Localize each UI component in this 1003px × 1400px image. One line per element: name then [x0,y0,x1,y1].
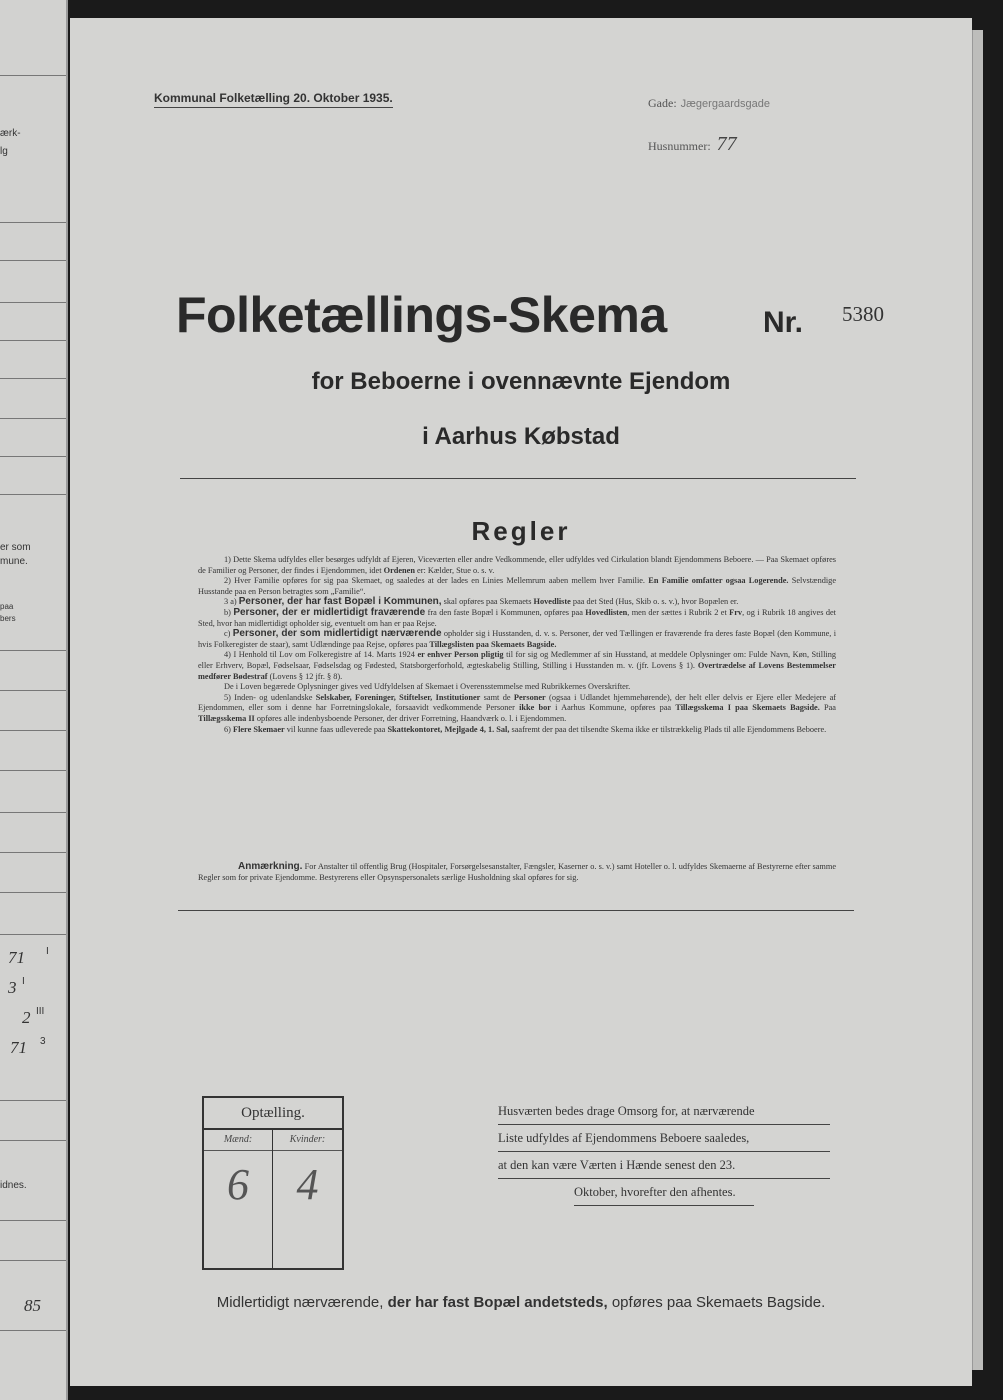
rule-5: 5) Inden- og udenlandske Selskaber, Foreninger, Stiftelser, Institutioner samt de Personer (ogsaa i Udlandet hjemmehørende), der helt eller delvis er Ejere eller Medejere af Ejendommen, eller som i denne har Forretningslokale, forsaavidt vedkommende Personer ikke bor i Aarhus Kommune, opføres paa Tillægsskema I paa Skemaets Bagside. Paa Tillægsskema II opføres alle indenbysboende Personer, der driver Forretning, Haandværk o. l. i Ejendommen. [198,692,837,723]
left-fragment: paa [0,602,14,611]
women-column [273,1130,342,1268]
men-label: Mænd: [204,1130,272,1151]
note-line: Husværten bedes drage Omsorg for, at nærværende [498,1098,830,1125]
landlord-note [498,1098,836,1206]
form-number-label: Nr. [763,306,804,339]
rule-6: 6) Flere Skemaer vil kunne faas udleverede paa Skattekontoret, Mejlgade 4, 1. Sal, saafremt der paa det tilsendte Skema ikke er tilstrækkelig Plads til alle Ejendommens Beboere. [224,724,827,734]
left-mark: I [22,976,25,987]
left-fragment: ærk- [0,128,21,139]
left-fragment: bers [0,614,16,623]
note-line: Oktober, hvorefter den afhentes. [574,1179,754,1206]
census-header: Kommunal Folketælling 20. Oktober 1935. [154,91,393,108]
house-number-label: Husnummer: [648,139,711,153]
left-mark: III [36,1006,45,1017]
form-subtitle: for Beboerne i ovennævnte Ejendom [311,368,731,395]
count-box [202,1096,344,1270]
page-edge [972,30,983,1370]
left-handwriting: 3 [8,978,17,997]
rule-1: 1) Dette Skema udfyldes eller besørges udfyldt af Ejeren, Viceværten eller andre Vedkommende, eller udfyldes ved Cirkulation blandt Ejendommens Beboere. — Paa Skemaet opføres de Familier og Personer, der findes i Ejendommen, idet Ordenen er: Kælder, Stue o. s. v. [198,555,836,575]
street-value: Jægergaardsgade [680,98,770,110]
women-label: Kvinder: [273,1130,342,1151]
house-number-field [648,133,737,156]
rule-2: 2) Hver Familie opføres for sig paa Skemaet, og saaledes at der lades en Linies Mellemrum aaben mellem hver Familie. En Familie omfatter ogsaa Logerende. Selvstændige Husstande paa en Person betragtes som „Familie“. [198,576,837,596]
rule-4-note: De i Loven begærede Oplysninger gives ved Udfyldelsen af Skemaet i Overensstemmelse med Rubrikkernes Overskrifter. [224,682,631,692]
house-number-value: 77 [716,133,737,155]
footer-instruction: Midlertidigt nærværende, der har fast Bopæl andetsteds, opføres paa Skemaets Bagside. [216,1294,826,1311]
left-handwriting: 71 [10,1038,27,1057]
divider [178,910,854,911]
rules-text [198,555,836,735]
left-mark: 3 [40,1036,46,1047]
remark [198,862,836,883]
men-count: 6 [227,1160,249,1209]
form-title: Folketællings-Skema [176,287,667,343]
street-field [648,96,770,111]
left-fragment: idnes. [0,1180,27,1191]
left-fragment: lg [0,146,8,157]
left-handwriting: 71 [8,948,25,967]
left-mark: I [46,946,49,957]
men-column [204,1130,273,1268]
form-number: 5380 [842,302,884,326]
street-label: Gade: [648,96,677,110]
rule-3c: c) Personer, der som midlertidigt nærværende opholder sig i Husstanden, d. v. s. Personer, der ved Tællingen er fraværende fra deres faste Bopæl (den Kommune, i hvis Folkeregister de staar), samt Udlændinge paa Rejse, opføres paa Tillægslisten paa Skemaets Bagside. [198,628,836,649]
rule-3b: b) Personer, der er midlertidigt fraværende fra den faste Bopæl i Kommunen, opføres paa Hovedlisten, men der sættes i Rubrik 2 et Frv, og i Rubrik 18 angives det Sted, hvor han midlertidigt opholder sig, eventuelt om han er paa Rejse. [198,606,836,628]
divider [180,478,856,479]
remark-label: Anmærkning. [238,861,303,872]
previous-page-edge [0,0,68,1400]
census-form-page [70,18,972,1386]
count-title: Optælling. [204,1098,342,1130]
left-handwriting: 85 [24,1296,41,1315]
left-handwriting: 2 [22,1008,31,1027]
women-count: 4 [296,1160,319,1209]
form-subtitle-city: i Aarhus Købstad [422,423,620,450]
note-line: at den kan være Værten i Hænde senest den 23. [498,1152,830,1179]
left-fragment: er som [0,542,31,553]
rules-heading: Regler [471,516,571,546]
rule-4: 4) I Henhold til Lov om Folkeregistre af 14. Marts 1924 er enhver Person pligtig til for sig og Medlemmer af sin Husstand, at meddele Oplysninger om: Fulde Navn, Køn, Stilling eller Erhverv, Bopæl, Fødselsaar, Fødselsdag og Fødested, Statsborgerforhold, ægteskabelig Stilling, Stilling i Husstanden m. v. (jfr. Lovens § 1). Overtrædelse af Lovens Bestemmelser medfører Bødestraf (Lovens § 12 jfr. § 8). [198,650,836,681]
rule-3a: 3 a) Personer, der har fast Bopæl i Kommunen, skal opføres paa Skemaets Hovedliste paa det Sted (Hus, Skib o. s. v.), hvor Bopælen er. [224,596,739,608]
remark-text: For Anstalter til offentlig Brug (Hospitaler, Forsørgelsesanstalter, Fængsler, Kaserner o. s. v.) samt Hoteller o. l. udfyldes Skemaerne af Bestyrerne efter samme Regler som for private Ejendomme. Bestyrerens eller Opsynspersonalets særlige Husholdning skal opføres for sig. [198,862,836,882]
note-line: Liste udfyldes af Ejendommens Beboere saaledes, [498,1125,830,1152]
left-fragment: mune. [0,556,28,567]
